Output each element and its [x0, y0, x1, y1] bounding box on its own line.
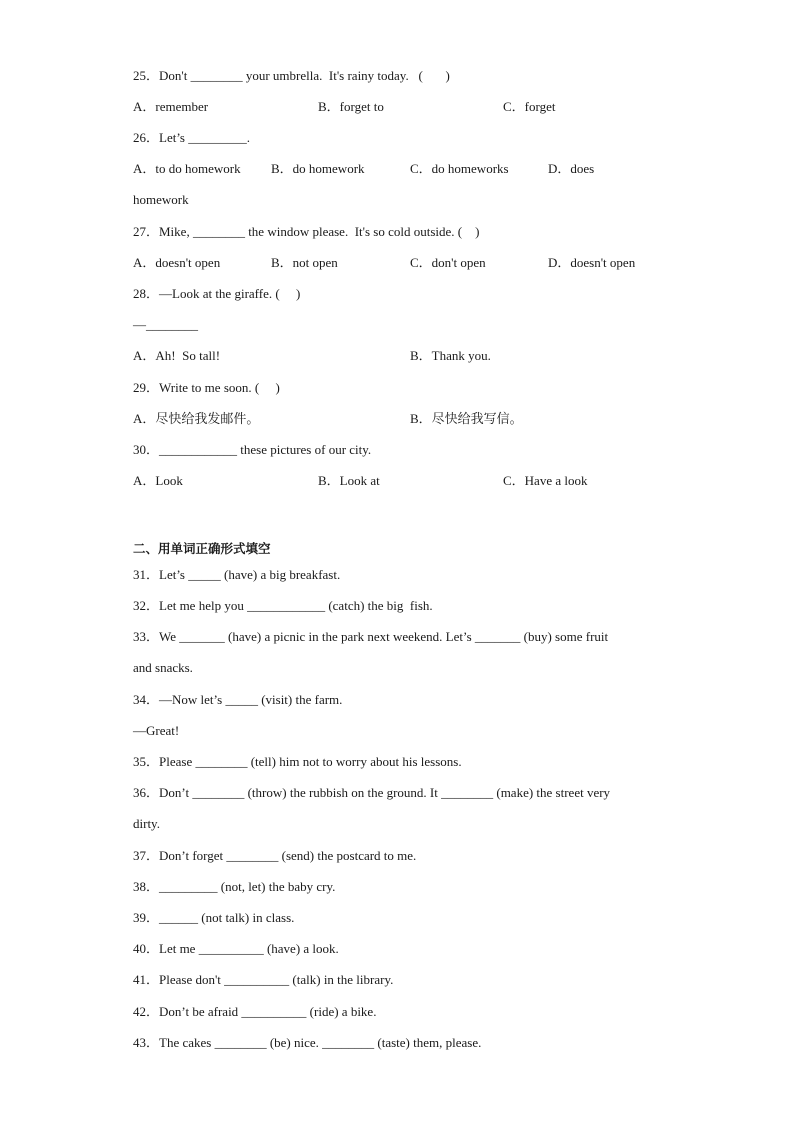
question-27-stem: 27．Mike, ________ the window please. It's so cold outside. ( )	[133, 224, 480, 239]
question-29-option-a: A．尽快给我发邮件。	[133, 411, 260, 426]
exercise-line: and snacks.	[133, 660, 193, 675]
question-25-option-b: B．forget to	[318, 99, 384, 114]
question-26-option-d-continuation: homework	[133, 192, 189, 207]
exercise-line: 31．Let’s _____ (have) a big breakfast.	[133, 567, 341, 582]
question-26-option-b: B．do homework	[271, 161, 365, 176]
exercise-line: 35．Please ________ (tell) him not to worry about his lessons.	[133, 754, 462, 769]
exercise-line: 42．Don’t be afraid __________ (ride) a bike.	[133, 1004, 377, 1019]
question-30-option-b: B．Look at	[318, 473, 380, 488]
exercise-line: 36．Don’t ________ (throw) the rubbish on the ground. It ________ (make) the street very	[133, 785, 611, 800]
question-29-option-b: B．尽快给我写信。	[410, 411, 523, 426]
exercise-line: 32．Let me help you ____________ (catch) the big fish.	[133, 598, 433, 613]
exercise-line: 43．The cakes ________ (be) nice. ________ (taste) them, please.	[133, 1035, 482, 1050]
exercise-line: 39．______ (not talk) in class.	[133, 910, 295, 925]
section-heading: 二、用单词正确形式填空	[133, 541, 271, 556]
exercise-line: dirty.	[133, 816, 160, 831]
exercise-line: 34．—Now let’s _____ (visit) the farm.	[133, 692, 343, 707]
exercise-line: 33．We _______ (have) a picnic in the park next weekend. Let’s _______ (buy) some fruit	[133, 629, 609, 644]
question-25-option-c: C．forget	[503, 99, 556, 114]
question-30-stem: 30．____________ these pictures of our city.	[133, 442, 372, 457]
question-28-reply: —________	[133, 317, 198, 332]
question-25-stem: 25．Don't ________ your umbrella. It's rainy today. ( )	[133, 68, 450, 83]
question-28-option-b: B．Thank you.	[410, 348, 491, 363]
exercise-line: —Great!	[133, 723, 180, 738]
question-26-option-c: C．do homeworks	[410, 161, 509, 176]
question-29-stem: 29．Write to me soon. ( )	[133, 380, 280, 395]
question-27-option-b: B．not open	[271, 255, 338, 270]
question-28-stem: 28．—Look at the giraffe. ( )	[133, 286, 301, 301]
question-26-stem: 26．Let’s _________.	[133, 130, 250, 145]
question-26-option-d: D．does	[548, 161, 595, 176]
exercise-line: 40．Let me __________ (have) a look.	[133, 941, 339, 956]
exercise-line: 38．_________ (not, let) the baby cry.	[133, 879, 336, 894]
question-30-option-c: C．Have a look	[503, 473, 588, 488]
question-26-option-a: A．to do homework	[133, 161, 241, 176]
exercise-line: 41．Please don't __________ (talk) in the library.	[133, 972, 394, 987]
question-28-option-a: A．Ah! So tall!	[133, 348, 221, 363]
question-30-option-a: A．Look	[133, 473, 183, 488]
question-27-option-a: A．doesn't open	[133, 255, 221, 270]
exercise-line: 37．Don’t forget ________ (send) the postcard to me.	[133, 848, 417, 863]
question-27-option-c: C．don't open	[410, 255, 486, 270]
question-27-option-d: D．doesn't open	[548, 255, 636, 270]
question-25-option-a: A．remember	[133, 99, 209, 114]
